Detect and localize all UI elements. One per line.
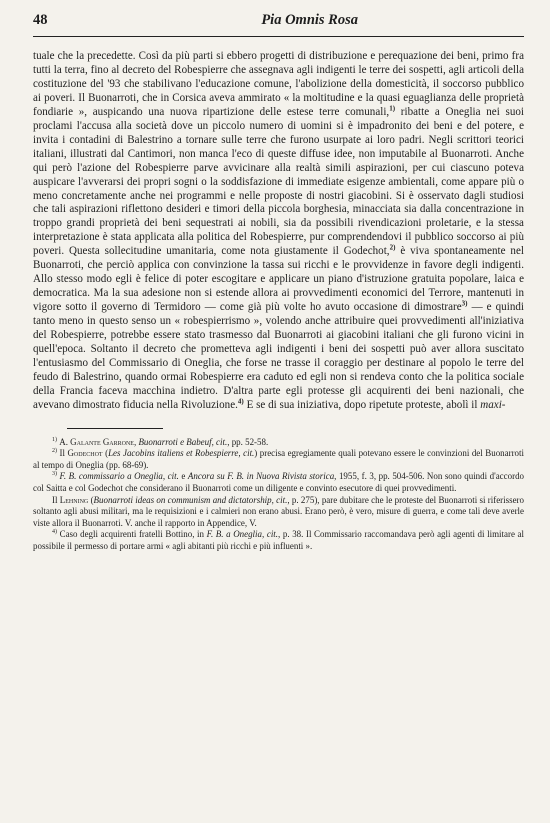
running-title: Pia Omnis Rosa [261, 12, 358, 28]
footnote-ref-2: 2) [389, 243, 396, 252]
body-text: tuale che la precedette. Così da più parti si ebbero progetti di distribuzione e perequazione dei beni, primo fra tutti la terra, fino al decreto del Robespierre che assegnava agli indigenti le terre dei sospetti, agli articoli della costituzione del '93 che stabilivano l'educazione comune, l'abolizione della domesticità, il soccorso pubblico ai poveri. Il Buonarroti, che in Corsica aveva ammirato « la moltitudine e la quasi eguaglianza delle proprietà fondiarie », auspicando una nuova ripartizione delle estese terre comunali, [33, 50, 524, 118]
body-text: E se di sua iniziativa, dopo ripetute proteste, abolì il [243, 398, 481, 411]
page-number: 48 [33, 12, 48, 28]
main-paragraph [33, 50, 524, 413]
footnotes-rule [67, 428, 163, 429]
body-text: — e quindi tanto meno in questo senso un « robespierrismo », volendo anche attribuire quei provvedimenti all'iniziativa del Robespierre, potrebbe essere stato trasmesso dal Buonarroti ai giacobini italiani che gli furono vicini in quell'epoca. Soltanto il decreto che prometteva agli indigenti i beni dei sospetti può aver allora suscitato l'entusiasmo del Commissario di Oneglia, che forse ne trasse il coraggio per destinare al popolo le terre del feudo di Balestrino, quando ormai Robespierre era caduto ed egli non si rendeva conto che la politica sociale della Francia faceva macchina indietro. D'altra parte egli protesse gli acquirenti dei beni nazionali, che avevano dimostrato fiducia nella Rivoluzione. [33, 301, 524, 411]
footnote-2: $^{2)}$ Il Godechot (Les Jacobins italiens et Robespierre, cit.) precisa egregiamente quali potevano essere le convinzioni del Buonarroti al tempo di Oneglia (pp. 68-69). [33, 448, 524, 470]
header-rule [33, 36, 524, 37]
footnote-1: $^{1)}$ A. Galante Garrone, Buonarroti e Babeuf, cit., pp. 52-58. [52, 436, 269, 447]
footnote-3-continued: Il Lehning (Buonarroti ideas on communism and dictatorship, cit., p. 275), pare dubitare che le proteste del Buonarroti si riferissero soltanto agli abusi militari, ma le requisizioni e i calmieri non erano abusi. Erano però, è vero, misure di guerra, e come tali deve averle viste allora il Buonarroti. V. anche il rapporto in Appendice, V. [33, 494, 524, 528]
body-text: è viva spontaneamente nel Buonarroti, che perciò applica con convinzione la tassa sui ricchi e le provvidenze in favore degli indigenti. Allo stesso modo egli è felice di poter escogitare e applicare un piano d'istruzione gratuita popolare, laica e democratica. Ma la sua adesione non si estende allora ai provvedimenti economici del Terrore, mantenuti in vigore sotto il governo di Termidoro — come già più volte ho avuto occasione di dimostrare [33, 245, 524, 314]
body-text-italic: maxi- [480, 398, 506, 411]
footnote-4: $^{4)}$ Caso degli acquirenti fratelli Bottino, in F. B. a Oneglia, cit., p. 38. Il Commissario raccomandava però agli agenti di limitare al possibile il permesso di portare armi « agli abitanti più ricchi e più influenti ». [33, 529, 524, 551]
footnote-ref-1: 1) [389, 104, 396, 113]
footnote-3: $^{3)}$ F. B. commissario a Oneglia, cit. e Ancora su F. B. in Nuova Rivista storica, 1955, f. 3, pp. 504-506. Non sono quindi d'accordo col Saitta e col Godechot che considerano il Buonarroti come un diligente e convinto esecutore di quei provvedimenti. [33, 471, 525, 493]
page-header [33, 12, 524, 34]
footnote-ref-3: 3) [461, 299, 468, 308]
footnotes [33, 437, 524, 552]
footnote-ref-4: 4) [237, 397, 244, 406]
body-text: ribatte a Oneglia nei suoi proclami l'accusa alla società dove un piccolo numero di uomini si è impadronito dei beni e del potere, e invita i contadini di Balestrino a tornare sulle terre che furono usurpate ai loro padri. Negli scrittori teorici italiani, illustrati dal Cantimori, non manca l'eco di queste diffuse idee, non imputabile al Buonarroti. Anche qui però l'azione del Robespierre parve avvicinare alla realtà simili aspirazioni, per cui ciascuno poteva auspicare l'avverarsi dei propri sogni o la soddisfazione di immediate esigenze ambientali, come appare più o meno concretamente anche nei programmi e nelle proposte di nostri giacobini. Si è osservato dagli studiosi che tali aspirazioni riflettono desideri e timori della piccola borghesia, minacciata sia dalla concentrazione in troppo grandi proprietà dei beni sequestrati ai nobili, sia da possibili rivendicazioni proletarie, e la stessa interpretazione è stata applicata alla politica del Robespierre, pur comprendendovi il pubblico soccorso ai più poveri. Questa sollecitudine umanitaria, come nota giustamente il Godechot, [33, 105, 524, 258]
